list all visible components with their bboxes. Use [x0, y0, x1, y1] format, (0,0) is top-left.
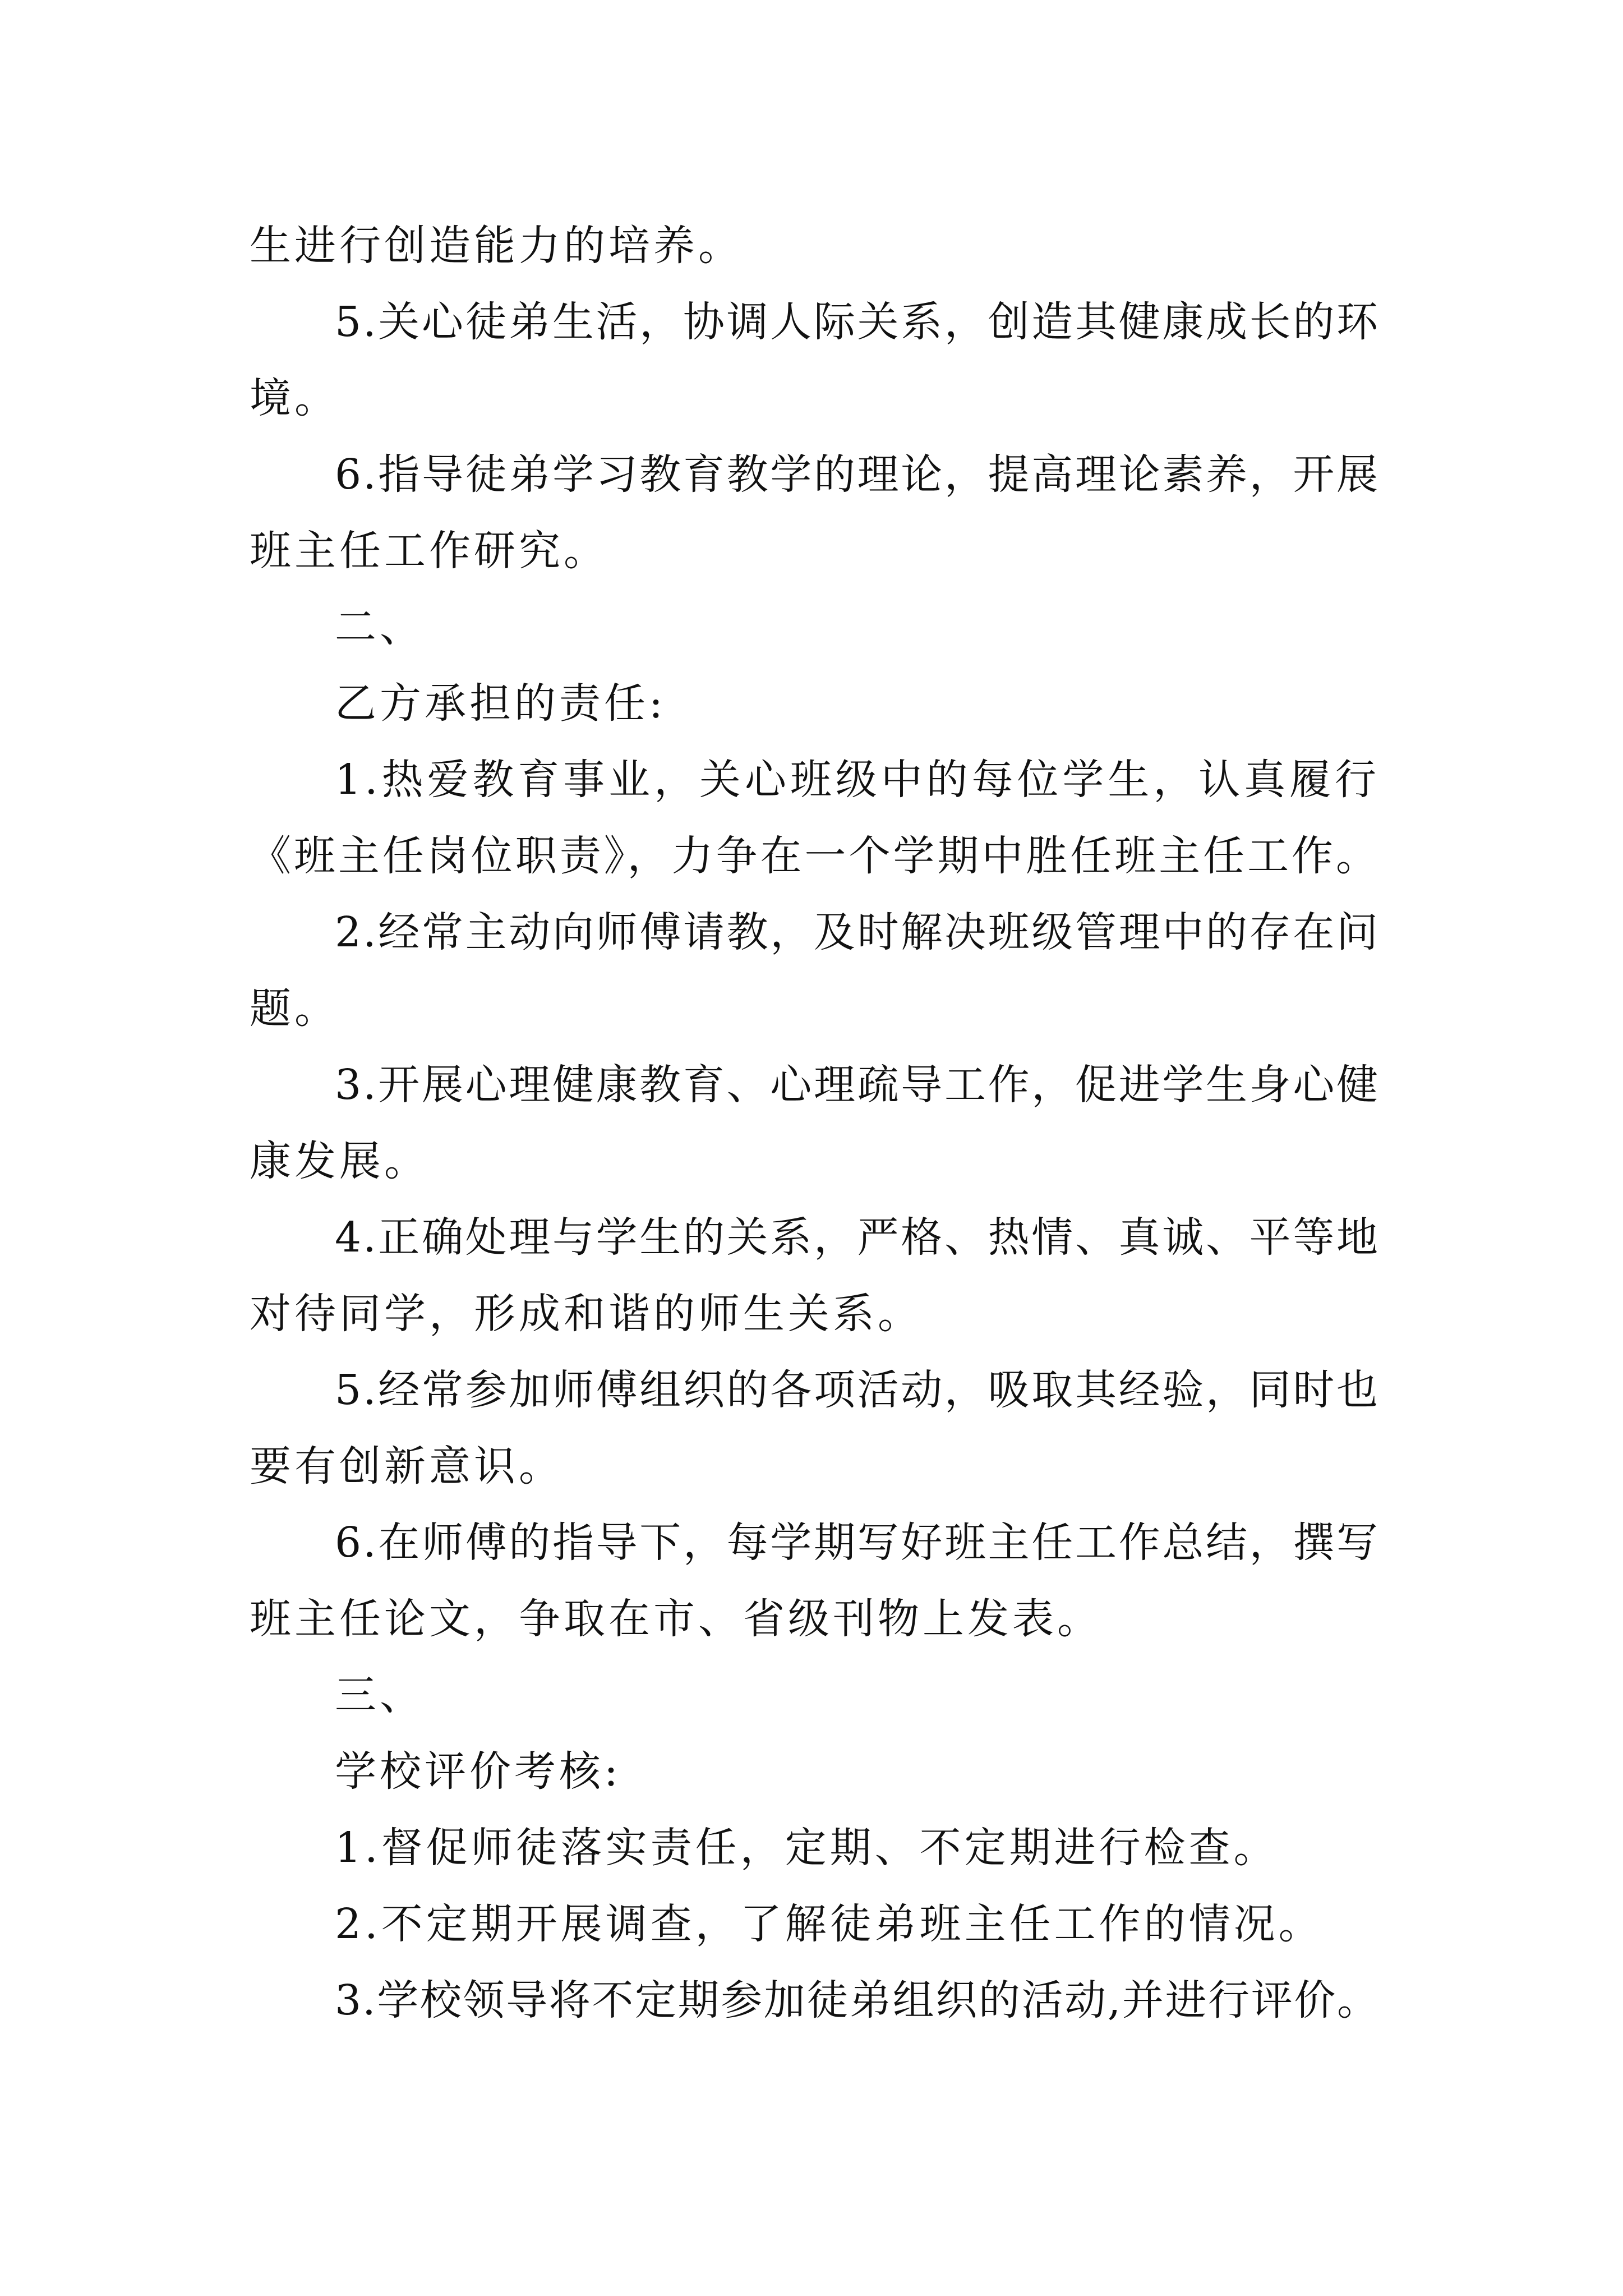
text-line: 4.正确处理与学生的关系，严格、热情、真诚、平等地 — [335, 1213, 1380, 1262]
text-line: 题。 — [250, 984, 339, 1033]
text-line: 5.关心徒弟生活，协调人际关系，创造其健康成长的环 — [335, 298, 1380, 346]
text-line: 境。 — [250, 374, 339, 422]
text-line: 1.热爱教育事业，关心班级中的每位学生，认真履行 — [335, 756, 1380, 804]
text-line: 2.经常主动向师傅请教，及时解决班级管理中的存在问 — [335, 908, 1380, 956]
text-line: 2.不定期开展调查，了解徒弟班主任工作的情况。 — [335, 1900, 1324, 1948]
text-line: 6.在师傅的指导下，每学期写好班主任工作总结，撰写 — [335, 1519, 1380, 1567]
text-line: 5.经常参加师傅组织的各项活动，吸取其经验，同时也 — [335, 1366, 1380, 1414]
text-line: 3.学校领导将不定期参加徒弟组织的活动,并进行评价。 — [335, 1976, 1380, 2024]
text-line: 对待同学，形成和谐的师生关系。 — [250, 1290, 923, 1338]
text-line: 生进行创造能力的培养。 — [250, 222, 743, 270]
text-line: 乙方承担的责任: — [335, 679, 666, 728]
text-line: 二、 — [335, 603, 425, 651]
text-line: 1.督促师徒落实责任，定期、不定期进行检查。 — [335, 1824, 1279, 1872]
text-line: 康发展。 — [250, 1137, 429, 1185]
text-line: 三、 — [335, 1671, 425, 1719]
text-line: 班主任工作研究。 — [250, 527, 608, 575]
text-line: 3.开展心理健康教育、心理疏导工作，促进学生身心健 — [335, 1061, 1380, 1109]
text-line: 要有创新意识。 — [250, 1442, 564, 1490]
document-body — [250, 208, 1380, 2039]
text-line: 班主任论文，争取在市、省级刊物上发表。 — [250, 1595, 1102, 1643]
text-line: 学校评价考核: — [335, 1747, 621, 1796]
text-line: 6.指导徒弟学习教育教学的理论，提高理论素养，开展 — [335, 450, 1380, 499]
text-line: 《班主任岗位职责》，力争在一个学期中胜任班主任工作。 — [250, 832, 1380, 880]
